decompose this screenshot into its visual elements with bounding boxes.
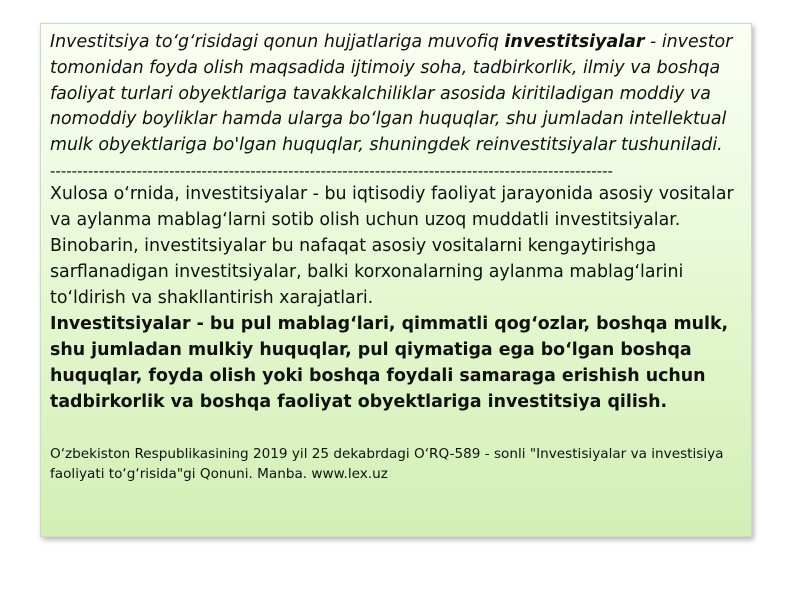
- definition-rest: - investor tomonidan foyda olish maqsadida ijtimoiy soha, tadbirkorlik, ilmiy va boshqa faoliyat turlari obyektlariga tavakkalchiliklar asosida kiritiladigan moddiy va nomoddiy boyliklar hamda ularga bo‘lgan huquqlar, shu jumladan intellektual mulk obyektlariga bo'lgan huquqlar, shuningdek reinvestitsiyalar tushuniladi.: [50, 32, 733, 156]
- dashed-separator: --------------------------------------------------------------------------------------------------------: [50, 161, 613, 180]
- text-card: [40, 23, 752, 537]
- summary-paragraph: Xulosa o‘rnida, investitsiyalar - bu iqtisodiy faoliyat jarayonida asosiy vositalar va aylanma mablag‘larni sotib olish uchun uzoq muddatli investitsiyalar. Binobarin, investitsiyalar bu nafaqat asosiy vositalarni kengaytirishga sarflanadigan investitsiyalar, balki korxonalarning aylanma mablag‘larini to‘ldirish va shakllantirish xarajatlari.: [50, 183, 734, 308]
- legal-definition-paragraph: [50, 30, 741, 159]
- definition-lead: Investitsiya to‘g‘risidagi qonun hujjatlariga muvofiq: [50, 32, 505, 52]
- source-citation: O‘zbekiston Respublikasining 2019 yil 25 dekabrdagi O‘RQ-589 - sonli "Investisiyalar va investisiya faoliyati to‘g‘risida"gi Qonuni. Manba. www.lex.uz: [50, 445, 724, 482]
- definition-term: investitsiyalar: [504, 32, 645, 52]
- bold-definition-paragraph: Investitsiyalar - bu pul mablag‘lari, qimmatli qog‘ozlar, boshqa mulk, shu jumladan mulkiy huquqlar, pul qiymatiga ega bo‘lgan boshqa huquqlar, foyda olish yoki boshqa foydali samaraga erishish uchun tadbirkorlik va boshqa faoliyat obyektlariga investitsiya qilish.: [50, 313, 729, 412]
